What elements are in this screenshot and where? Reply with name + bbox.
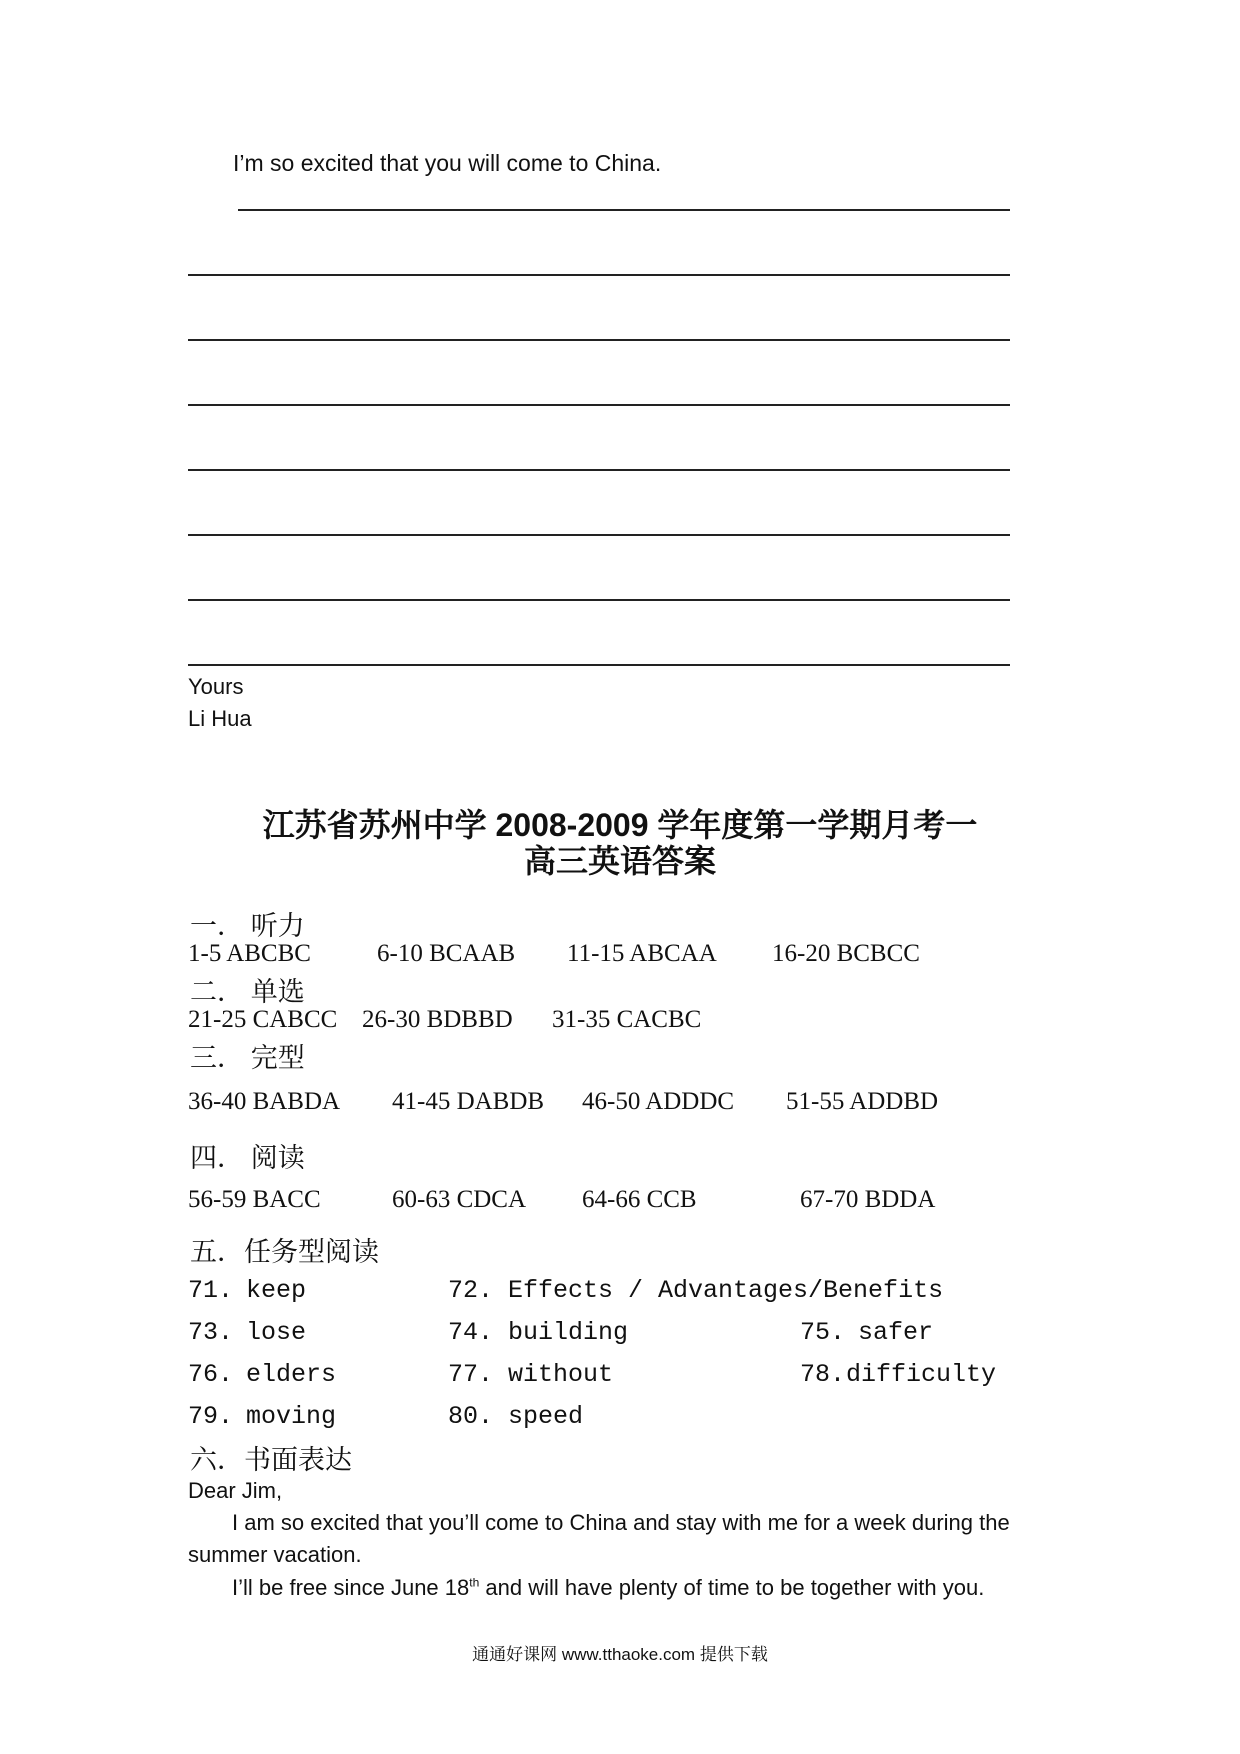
answer-group: 60-63 CDCA	[392, 1186, 527, 1213]
task-answer-word: moving	[246, 1402, 337, 1431]
answer-group: 1-5 ABCBC	[188, 940, 311, 967]
writing-line	[188, 469, 1010, 471]
writing-intro: I’m so excited that you will come to China.	[233, 150, 662, 176]
letter-paragraph-1-line-1: I am so excited that you’ll come to China and stay with me for a week during the	[232, 1510, 1010, 1535]
answer-group: 6-10 BCAAB	[377, 940, 516, 967]
task-answer-word: without	[508, 1360, 614, 1389]
task-answer-num: 78.	[800, 1360, 846, 1389]
task-answer-num: 71.	[188, 1276, 234, 1305]
task-answer-num: 74.	[448, 1318, 494, 1347]
answer-group: 41-45 DABDB	[392, 1088, 545, 1115]
task-answer-num: 80.	[448, 1402, 494, 1431]
task-answer-word: difficulty	[846, 1360, 997, 1389]
section-reading-heading: 四． 阅读	[190, 1143, 305, 1173]
section-cloze-heading: 三． 完型	[190, 1043, 305, 1073]
task-answer-word: speed	[508, 1402, 584, 1431]
answer-group: 16-20 BCBCC	[772, 940, 920, 967]
writing-line	[188, 664, 1010, 666]
letter-salutation: Dear Jim,	[188, 1478, 283, 1503]
section-single-choice-heading: 二． 单选	[190, 977, 305, 1007]
task-answer-num: 75.	[800, 1318, 846, 1347]
answer-group: 64-66 CCB	[582, 1186, 697, 1213]
answer-title-line1: 江苏省苏州中学 2008-2009 学年度第一学期月考一	[262, 807, 978, 843]
task-answer-num: 72.	[448, 1276, 494, 1305]
answer-group: 31-35 CACBC	[552, 1006, 702, 1033]
task-answer-word: keep	[246, 1276, 307, 1305]
task-answer-word: elders	[246, 1360, 337, 1389]
writing-line	[188, 274, 1010, 276]
answer-title-line2: 高三英语答案	[523, 843, 716, 879]
ordinal-suffix: th	[469, 1575, 480, 1590]
task-answer-word: lose	[246, 1318, 307, 1347]
task-answer-num: 76.	[188, 1360, 234, 1389]
writing-line	[238, 209, 1010, 211]
task-answer-word: building	[508, 1318, 629, 1347]
letter-paragraph-2-text-end: and will have plenty of time to be together with you.	[479, 1575, 985, 1600]
answer-group: 26-30 BDBBD	[362, 1006, 513, 1033]
task-answer-word: Effects / Advantages/Benefits	[508, 1276, 944, 1305]
section-task-reading-heading: 五．任务型阅读	[190, 1237, 379, 1267]
task-answer-num: 77.	[448, 1360, 494, 1389]
writing-line	[188, 404, 1010, 406]
writing-line	[188, 339, 1010, 341]
answer-group: 46-50 ADDDC	[582, 1088, 735, 1115]
answer-group: 11-15 ABCAA	[567, 940, 717, 967]
letter-paragraph-2	[232, 1575, 984, 1601]
answer-group: 67-70 BDDA	[800, 1186, 936, 1213]
answer-group: 56-59 BACC	[188, 1186, 321, 1213]
answer-group: 51-55 ADDBD	[786, 1088, 939, 1115]
section-writing-heading: 六．书面表达	[190, 1445, 352, 1475]
closing: Yours	[188, 674, 244, 699]
letter-paragraph-1-line-2: summer vacation.	[188, 1542, 362, 1567]
page-footer: 通通好课网 www.tthaoke.com 提供下载	[472, 1645, 768, 1664]
letter-paragraph-2-text: I’ll be free since June 18	[232, 1575, 470, 1600]
signature: Li Hua	[188, 706, 252, 731]
answer-group: 36-40 BABDA	[188, 1088, 341, 1115]
writing-line	[188, 599, 1010, 601]
task-answer-word: safer	[858, 1318, 934, 1347]
task-answer-num: 73.	[188, 1318, 234, 1347]
writing-line	[188, 534, 1010, 536]
answer-group: 21-25 CABCC	[188, 1006, 338, 1033]
section-listening-heading: 一． 听力	[190, 911, 305, 941]
task-answer-num: 79.	[188, 1402, 234, 1431]
